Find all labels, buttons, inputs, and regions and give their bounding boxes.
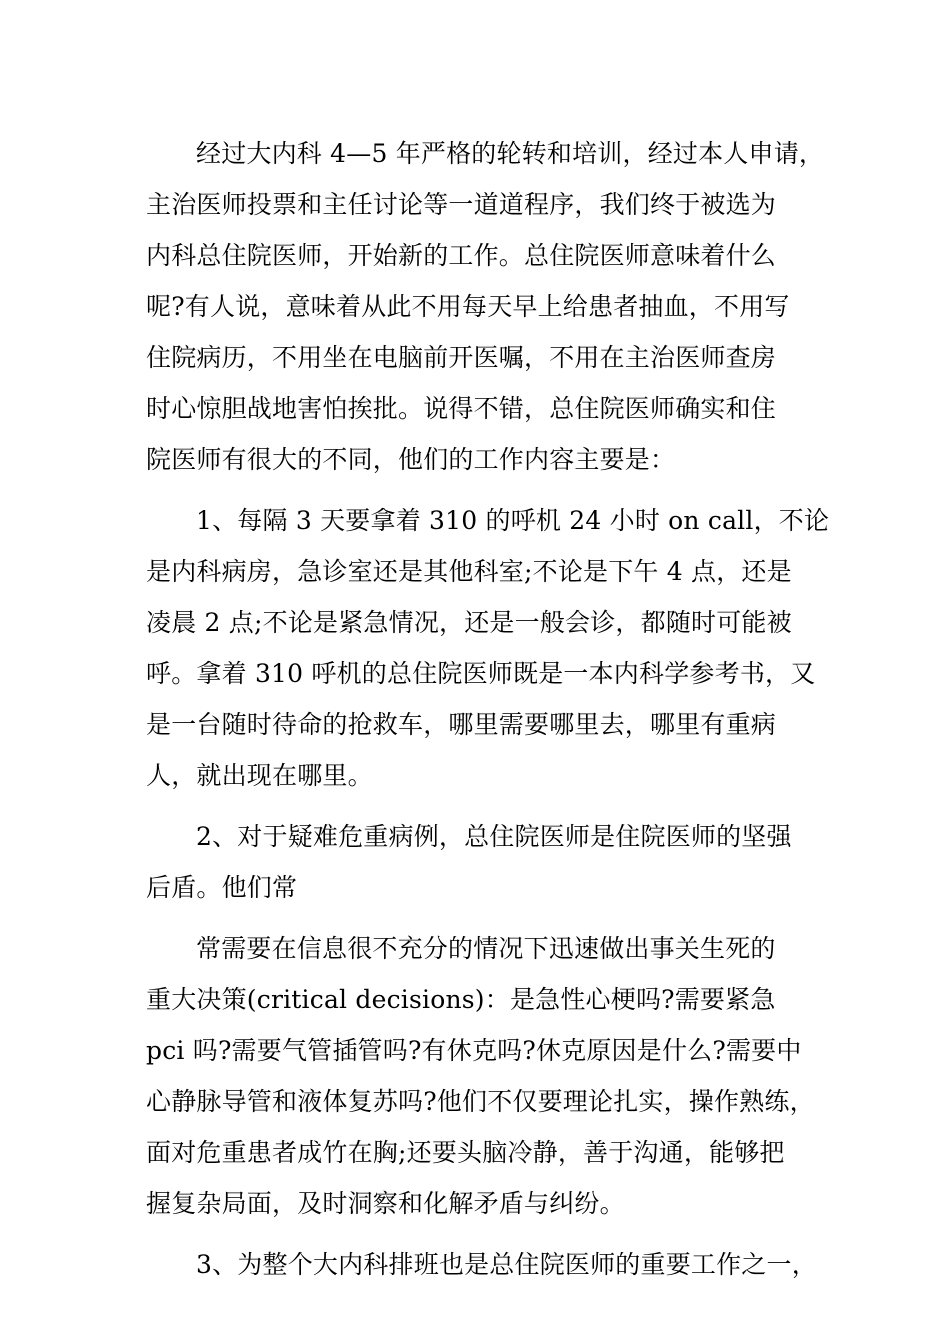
text-line: 是一台随时待命的抢救车，哪里需要哪里去，哪里有重病 <box>146 710 777 739</box>
text-line: 呼。拿着 310 呼机的总住院医师既是一本内科学参考书，又 <box>146 659 816 688</box>
paragraph-item-1 <box>146 495 836 801</box>
text-line: 是内科病房，急诊室还是其他科室;不论是下午 4 点，还是 <box>146 557 792 586</box>
text-line: 住院病历，不用坐在电脑前开医嘱，不用在主治医师查房 <box>146 343 777 372</box>
text-line: 心静脉导管和液体复苏吗?他们不仅要理论扎实，操作熟练， <box>146 1087 815 1116</box>
text-line: 握复杂局面，及时洞察和化解矛盾与纠纷。 <box>146 1189 625 1218</box>
paragraph-item-2 <box>146 811 836 913</box>
text-line: 主治医师投票和主任讨论等一道道程序，我们终于被选为 <box>146 190 777 219</box>
paragraph-intro <box>146 128 836 485</box>
text-line: 人，就出现在哪里。 <box>146 761 373 790</box>
paragraph-item-3 <box>146 1239 836 1290</box>
text-line: 后盾。他们常 <box>146 873 298 902</box>
document-body <box>146 128 836 1290</box>
text-line: 内科总住院医师，开始新的工作。总住院医师意味着什么 <box>146 241 777 270</box>
text-line: 凌晨 2 点;不论是紧急情况，还是一般会诊，都随时可能被 <box>146 608 792 637</box>
text-line: 2、对于疑难危重病例，总住院医师是住院医师的坚强 <box>196 822 792 851</box>
text-line: 3、为整个大内科排班也是总住院医师的重要工作之一， <box>196 1250 817 1279</box>
text-line: 经过大内科 4—5 年严格的轮转和培训，经过本人申请， <box>196 139 825 168</box>
paragraph-item-2-continued <box>146 923 836 1229</box>
text-line: 时心惊胆战地害怕挨批。说得不错，总住院医师确实和住 <box>146 394 777 423</box>
text-line: 常需要在信息很不充分的情况下迅速做出事关生死的 <box>196 934 776 963</box>
text-line: 院医师有很大的不同，他们的工作内容主要是： <box>146 445 676 474</box>
text-line: pci 吗?需要气管插管吗?有休克吗?休克原因是什么?需要中 <box>146 1036 802 1065</box>
text-line: 面对危重患者成竹在胸;还要头脑冷静，善于沟通，能够把 <box>146 1138 785 1167</box>
text-line: 1、每隔 3 天要拿着 310 的呼机 24 小时 on call，不论 <box>196 506 830 535</box>
text-line: 重大决策(critical decisions)：是急性心梗吗?需要紧急 <box>146 985 776 1014</box>
text-line: 呢?有人说，意味着从此不用每天早上给患者抽血，不用写 <box>146 292 790 321</box>
